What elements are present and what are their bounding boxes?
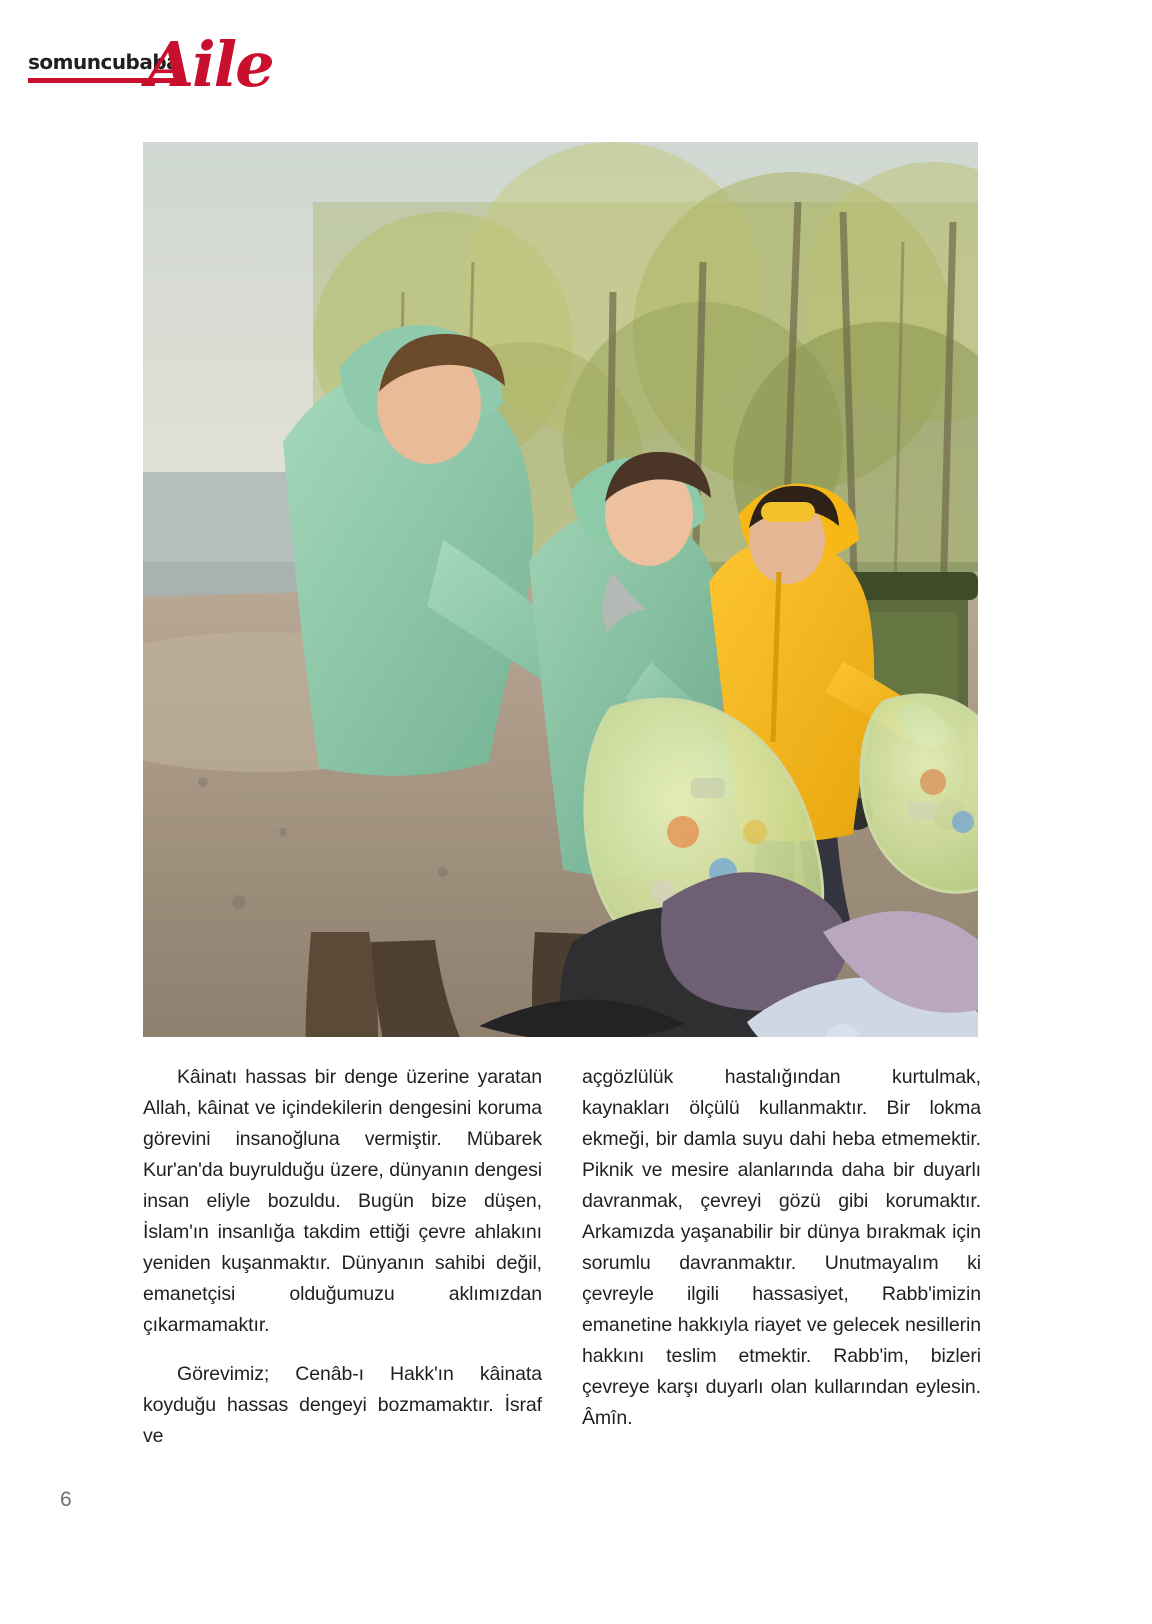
page-number: 6 bbox=[60, 1488, 72, 1511]
photo-illustration bbox=[143, 142, 978, 1037]
masthead-wordmark: somuncubaba bbox=[28, 50, 180, 74]
article-body bbox=[143, 1062, 981, 1470]
article-column-left bbox=[143, 1062, 542, 1470]
article-column-right bbox=[582, 1062, 981, 1470]
masthead-script-title: Aile bbox=[146, 28, 273, 101]
paragraph: Görevimiz; Cenâb-ı Hakk'ın kâinata koyduğu hassas dengeyi bozmamaktır. İsraf ve bbox=[143, 1363, 542, 1447]
paragraph: açgözlülük hastalığından kurtulmak, kaynakları ölçülü kullanmaktır. Bir lokma ekmeği, bir damla suyu dahi heba etmemektir. Piknik ve mesire alanlarında daha bir duyarlı davranmak, çevreyi gözü gibi korumaktır. Arkamızda yaşanabilir bir dünya bırakmak için sorumlu davranmaktır. Unutmayalım ki çevreyle ilgili hassasiyet, Rabb'imizin emanetine hakkıyla riayet ve gelecek nesillerin hakkını teslim etmektir. Rabb'im, bizleri çevreye karşı duyarlı olan kullarından eylesin. Âmîn. bbox=[582, 1066, 981, 1429]
magazine-masthead bbox=[28, 28, 288, 110]
paragraph: Kâinatı hassas bir denge üzerine yaratan Allah, kâinat ve içindekilerin dengesini koruma görevini insanoğluna vermiştir. Mübarek Kur'an'da buyrulduğu üzere, dünyanın dengesi insan eliyle bozuldu. Bugün bize düşen, İslam'ın insanlığa takdim ettiği çevre ahlakını yeniden kuşanmaktır. Dünyanın sahibi değil, emanetçisi olduğumuzu aklımızdan çıkarmamaktır. bbox=[143, 1066, 542, 1336]
article-photo bbox=[143, 142, 978, 1037]
